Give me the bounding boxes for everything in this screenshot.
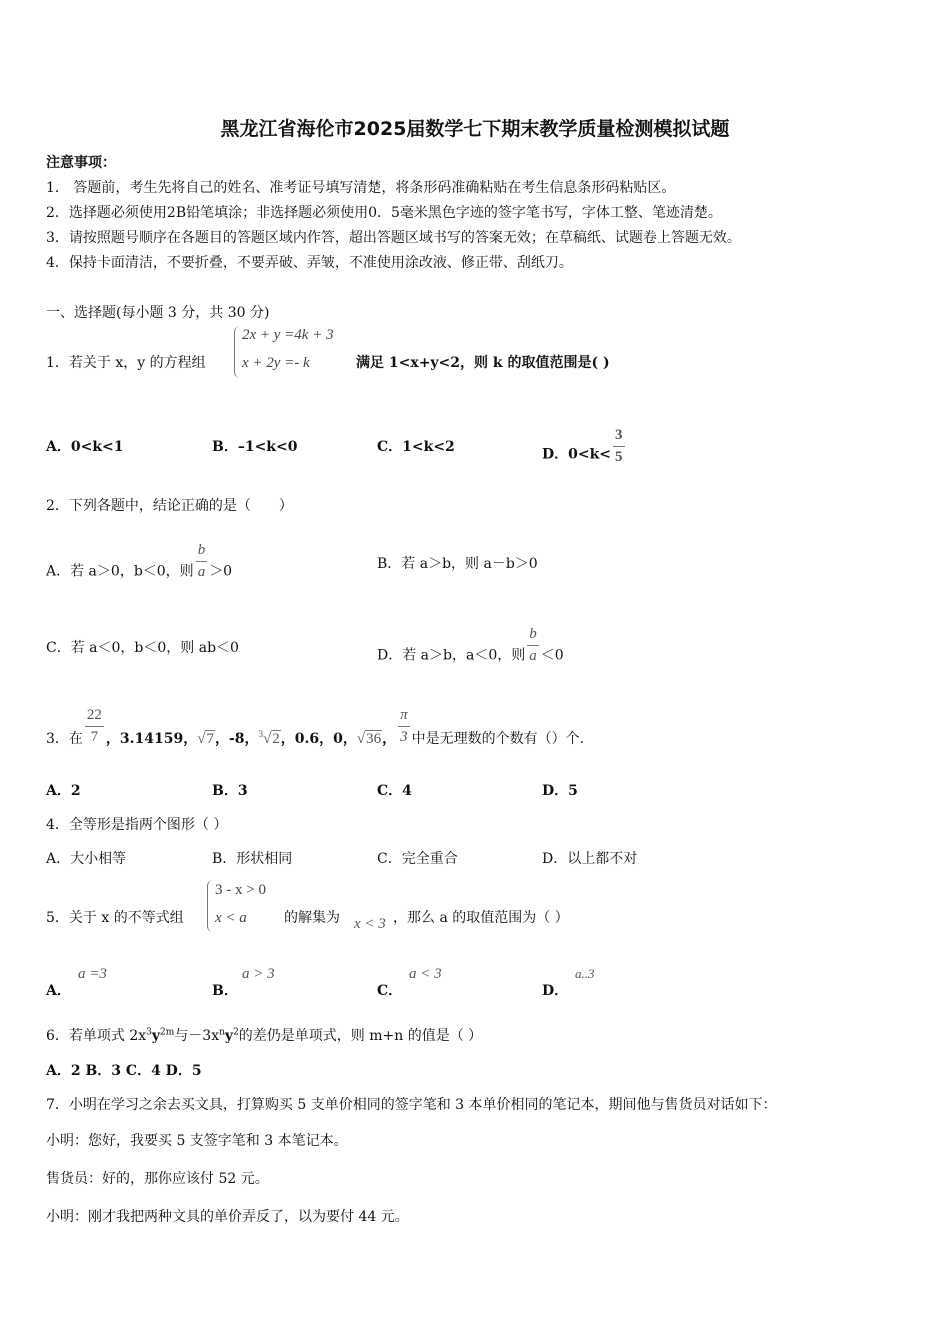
q2-option-a-tail: ＞0 bbox=[209, 563, 233, 580]
q6-seg-5: 的差仍是单项式，则 m+n 的值是（ ） bbox=[238, 1028, 483, 1044]
q1-option-d bbox=[542, 427, 627, 473]
q1-equation-system bbox=[234, 326, 354, 378]
q6-seg-1: 6．若单项式 2x bbox=[46, 1028, 147, 1044]
q1-option-d-label: D．0<k< bbox=[542, 446, 612, 463]
fraction-denominator: 5 bbox=[615, 449, 623, 465]
q3-seg-3: ，0.6，0， bbox=[280, 730, 357, 747]
q3-sqrt-36: √36 bbox=[356, 730, 382, 747]
q5-ineq1: 3 - x > 0 bbox=[215, 882, 266, 898]
fraction-denominator: 7 bbox=[90, 729, 99, 745]
q5-solution: x < 3 bbox=[354, 916, 386, 932]
q5-option-c: C． bbox=[377, 983, 403, 999]
radicand: 7 bbox=[206, 730, 214, 747]
q3-stem-post: 中是无理数的个数有（）个. bbox=[411, 730, 585, 747]
notice-item-2: 2．选择题必须使用2B铅笔填涂；非选择题必须使用0．5毫米黑色字迹的签字笔书写，字体工整、笔迹清楚。 bbox=[46, 205, 722, 221]
q3-cbrt-2: $^3$√2 bbox=[258, 728, 280, 747]
q4-option-a: A．大小相等 bbox=[46, 851, 127, 867]
q3-fraction-22-7 bbox=[85, 708, 104, 745]
q5-option-b: B． bbox=[212, 983, 238, 999]
q5-option-d: D． bbox=[542, 983, 569, 999]
radicand: 2 bbox=[272, 730, 280, 747]
q2-option-d-fraction bbox=[527, 627, 539, 664]
q2-option-b: B．若 a＞b，则 a－b＞0 bbox=[377, 556, 538, 572]
fraction-numerator: 3 bbox=[613, 428, 625, 447]
q7-dialog-line-1: 小明：您好，我要买 5 支签字笔和 3 本笔记本。 bbox=[46, 1133, 348, 1149]
q3-sqrt-7: √7 bbox=[197, 730, 214, 747]
q1-stem-post: 满足 1<x+y<2，则 k 的取值范围是( ) bbox=[356, 355, 610, 371]
root-index: 3 bbox=[258, 728, 264, 739]
q5-option-d-math: a..3 bbox=[575, 966, 595, 981]
q2-option-a-label: A．若 a＞0，b＜0，则 bbox=[46, 563, 194, 580]
q6-exp-2: 2m bbox=[160, 1027, 175, 1038]
q4-option-d: D．以上都不对 bbox=[542, 851, 638, 867]
q6-options: A．2 B．3 C．4 D．5 bbox=[46, 1063, 202, 1079]
q5-stem-mid: 的解集为 bbox=[284, 910, 340, 926]
q5-inequality-system bbox=[207, 880, 287, 932]
q3-seg-2: ，-8， bbox=[214, 730, 259, 747]
q2-option-d bbox=[377, 626, 564, 674]
q1-option-a: A．0<k<1 bbox=[46, 439, 124, 455]
q1-eq2: x + 2y =- k bbox=[242, 355, 310, 371]
q6-seg-2: y bbox=[151, 1028, 161, 1044]
q5-stem-pre: 5．关于 x 的不等式组 bbox=[46, 910, 184, 926]
fraction-denominator: a bbox=[529, 648, 537, 664]
notice-heading: 注意事项： bbox=[46, 155, 116, 171]
q1-option-c: C．1<k<2 bbox=[377, 439, 455, 455]
q6-exp-4: 2 bbox=[233, 1027, 239, 1038]
q5-ineq2: x < a bbox=[215, 910, 247, 926]
q5-option-a-math: a =3 bbox=[78, 966, 107, 982]
q3-option-c: C．4 bbox=[377, 783, 412, 799]
q6-seg-3: 与－3x bbox=[174, 1028, 220, 1044]
fraction-denominator: a bbox=[197, 564, 206, 580]
q3-seg-4: ， bbox=[382, 730, 397, 747]
q3-seg-1: ，3.14159， bbox=[105, 730, 198, 747]
q3-option-d: D．5 bbox=[542, 783, 578, 799]
q1-option-b: B．–1<k<0 bbox=[212, 439, 298, 455]
q2-stem: 2．下列各题中，结论正确的是（ ） bbox=[46, 498, 293, 514]
q7-stem: 7．小明在学习之余去买文具，打算购买 5 支单价相同的签字笔和 3 本单价相同的笔记本，期间他与售货员对话如下： bbox=[46, 1097, 777, 1113]
notice-item-1: 1． 答题前，考生先将自己的姓名、准考证号填写清楚，将条形码准确粘贴在考生信息条形码粘贴区。 bbox=[46, 180, 676, 196]
q1-eq1: 2x + y =4k + 3 bbox=[242, 327, 334, 343]
notice-item-4: 4．保持卡面清洁，不要折叠，不要弄破、弄皱，不准使用涂改液、修正带、刮纸刀。 bbox=[46, 255, 573, 271]
q3-option-b: B．3 bbox=[212, 783, 248, 799]
fraction-numerator: b bbox=[196, 543, 208, 562]
q5-option-b-math: a > 3 bbox=[242, 966, 275, 982]
q3-stem bbox=[46, 696, 585, 747]
q4-option-c: C．完全重合 bbox=[377, 851, 458, 867]
notice-item-3: 3．请按照题号顺序在各题目的答题区域内作答，超出答题区域书写的答案无效；在草稿纸、试题卷上答题无效。 bbox=[46, 230, 741, 246]
q2-option-d-tail: ＜0 bbox=[540, 647, 564, 664]
fraction-numerator: 22 bbox=[85, 708, 104, 727]
fraction-numerator: b bbox=[527, 627, 539, 646]
q6-seg-4: y bbox=[224, 1028, 234, 1044]
q6-stem bbox=[46, 1025, 482, 1045]
q7-dialog-line-3: 小明：刚才我把两种文具的单价弄反了，以为要付 44 元。 bbox=[46, 1209, 409, 1225]
q2-option-a-fraction bbox=[196, 543, 208, 580]
q5-option-c-math: a < 3 bbox=[409, 966, 442, 982]
q5-stem-post: ，那么 a 的取值范围为（ ） bbox=[393, 910, 569, 926]
page-title: 黑龙江省海伦市2025届数学七下期末教学质量检测模拟试题 bbox=[220, 118, 730, 140]
q7-dialog-line-2: 售货员：好的，那你应该付 52 元。 bbox=[46, 1171, 269, 1187]
q5-option-a: A． bbox=[46, 983, 71, 999]
q4-stem: 4．全等形是指两个图形（ ） bbox=[46, 817, 228, 833]
radicand: 36 bbox=[366, 730, 382, 747]
q2-option-a bbox=[46, 542, 233, 590]
q1-option-d-fraction bbox=[613, 428, 625, 465]
q6-exp-1: 3 bbox=[146, 1027, 152, 1038]
fraction-numerator: π bbox=[398, 708, 410, 727]
section-heading: 一、选择题(每小题 3 分，共 30 分) bbox=[46, 305, 270, 321]
q2-option-c: C．若 a＜0，b＜0，则 ab＜0 bbox=[46, 640, 239, 656]
q4-option-b: B．形状相同 bbox=[212, 851, 293, 867]
q3-option-a: A．2 bbox=[46, 783, 81, 799]
fraction-denominator: 3 bbox=[400, 729, 408, 745]
q3-stem-pre: 3．在 bbox=[46, 730, 83, 747]
q2-option-d-label: D．若 a＞b，a＜0，则 bbox=[377, 647, 526, 664]
q1-stem-pre: 1．若关于 x，y 的方程组 bbox=[46, 355, 206, 371]
q3-fraction-pi-3 bbox=[398, 708, 410, 745]
q6-exp-3: n bbox=[219, 1027, 225, 1038]
